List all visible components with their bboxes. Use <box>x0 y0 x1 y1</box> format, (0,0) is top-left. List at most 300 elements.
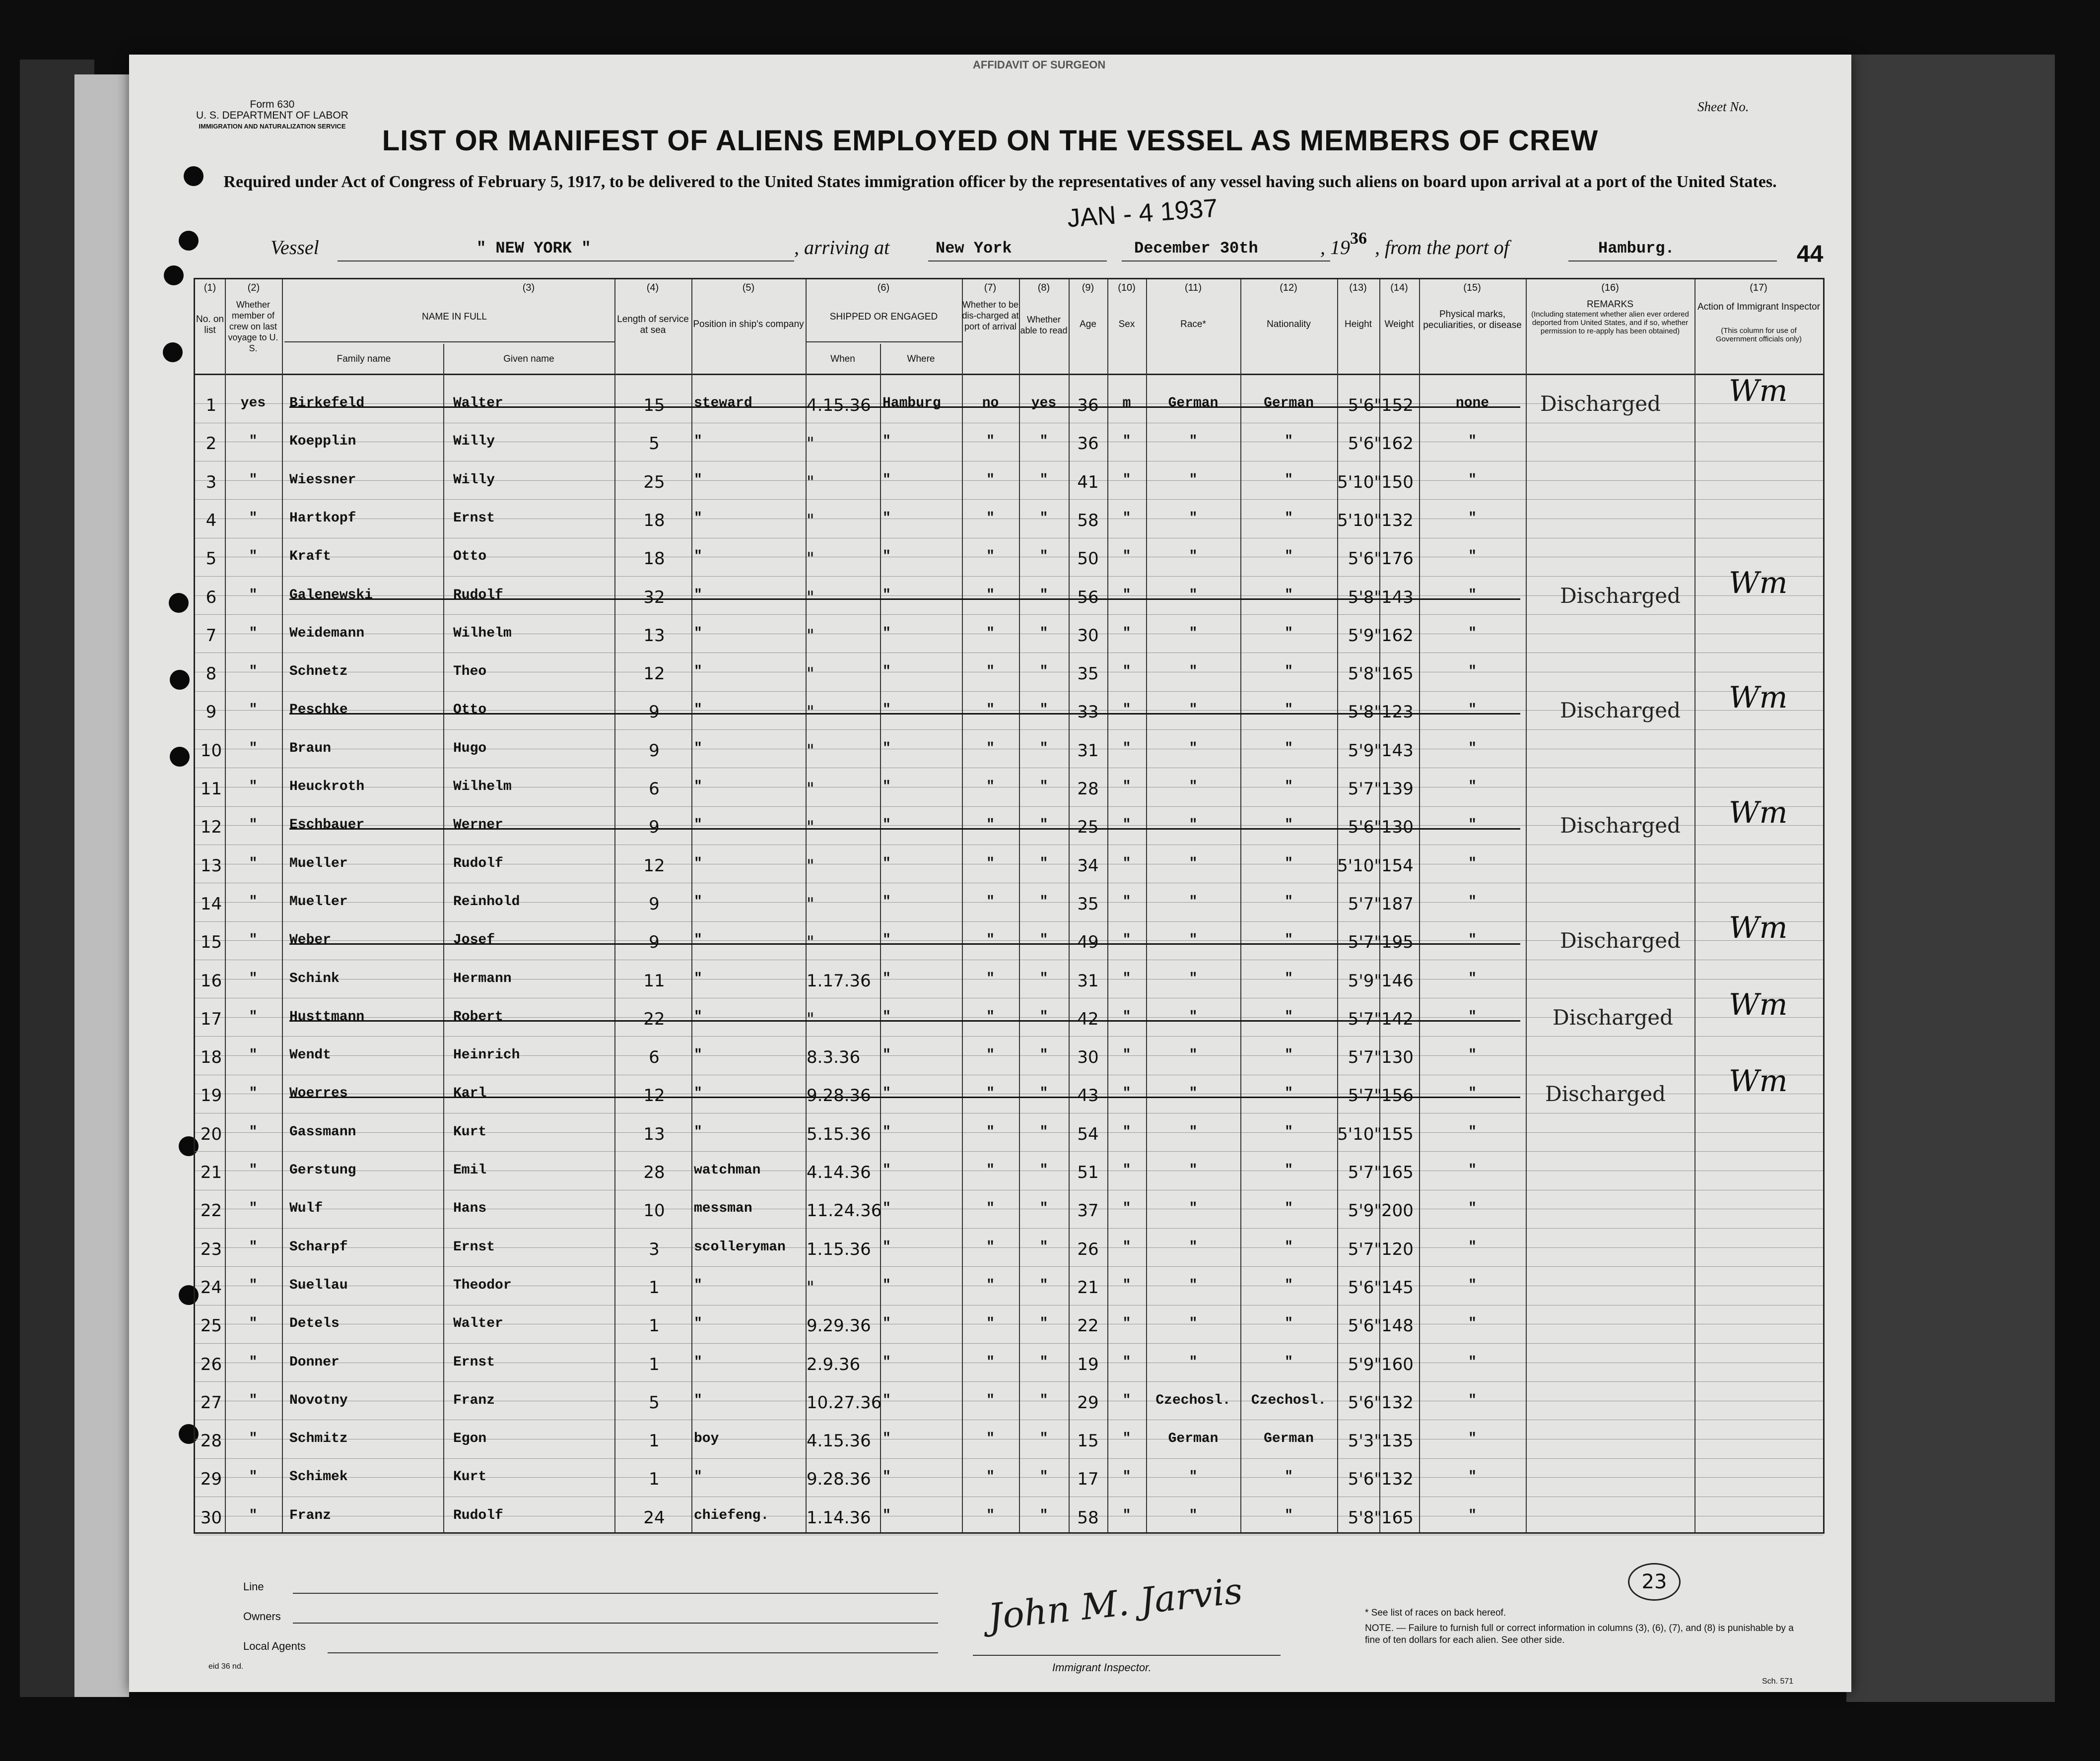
cell-read: " <box>1039 625 1048 641</box>
table-row <box>195 1276 1823 1301</box>
cell-age: 30 <box>1077 1047 1099 1068</box>
cell-read: " <box>1039 1316 1048 1332</box>
table-row <box>195 911 1823 955</box>
cell-discharged: " <box>986 1316 995 1332</box>
cell-sex: " <box>1122 434 1131 450</box>
cell-weight: 120 <box>1381 1239 1414 1259</box>
cell-where: " <box>882 472 891 488</box>
cell-race: " <box>1189 855 1198 871</box>
ruled-line <box>195 1343 1823 1344</box>
cell-race: " <box>1189 434 1198 450</box>
cell-discharged: " <box>986 1354 995 1370</box>
column-number: (5) <box>742 282 755 293</box>
cell-given-name: Walter <box>453 395 503 411</box>
header-weight: Weight <box>1384 319 1414 329</box>
cell-age: 15 <box>1077 1431 1099 1451</box>
cell-given-name: Rudolf <box>453 587 503 603</box>
strikethrough-line <box>289 713 1520 715</box>
binder-hole <box>164 265 184 285</box>
document-title: LIST OR MANIFEST OF ALIENS EMPLOYED ON THE VESSEL AS MEMBERS OF CREW <box>382 125 1599 157</box>
cell-given-name: Josef <box>453 932 495 948</box>
date-stamp: JAN - 4 1937 <box>1066 194 1219 233</box>
cell-discharged: " <box>986 587 995 603</box>
table-row <box>195 1199 1823 1224</box>
cell-height: 5'8" <box>1348 664 1382 684</box>
cell-race: " <box>1189 587 1198 603</box>
cell-height: 5'10" <box>1337 510 1382 530</box>
cell-physical-marks: " <box>1468 740 1477 756</box>
arriving-label: , arriving at <box>794 236 890 259</box>
document-subtitle: Required under Act of Congress of February 5, 1917, to be delivered to the United States immigration officer by the representatives of any vessel having such aliens on board upon arrival at a port of the United States. <box>223 173 1777 191</box>
cell-position: " <box>694 472 702 488</box>
cell-position: scolleryman <box>694 1239 786 1255</box>
line-underline <box>293 1593 938 1594</box>
cell-height: 5'9" <box>1348 625 1382 646</box>
cell-sex: " <box>1122 1009 1131 1025</box>
header-action: Action of Immigrant Inspector <box>1697 302 1821 312</box>
cell-nationality: Czechosl. <box>1251 1392 1327 1408</box>
cell-discharged: " <box>986 817 995 833</box>
cell-nationality: " <box>1285 971 1293 986</box>
cell-height: 5'10" <box>1337 855 1382 876</box>
strikethrough-line <box>289 943 1520 945</box>
table-row <box>195 470 1823 495</box>
cell-where: " <box>882 971 891 986</box>
cell-nationality: " <box>1285 779 1293 794</box>
cell-given-name: Emil <box>453 1163 487 1178</box>
manifest-sheet <box>129 55 1851 1692</box>
cell-weight: 150 <box>1381 472 1414 492</box>
cell-nationality: " <box>1285 1469 1293 1485</box>
cell-read: " <box>1039 1277 1048 1293</box>
cell-when: " <box>807 779 814 799</box>
cell-where: " <box>882 1431 891 1447</box>
remark-discharged: Discharged <box>1540 391 1661 416</box>
races-note: * See list of races on back hereof. <box>1365 1608 1506 1618</box>
cell-position: " <box>694 702 702 718</box>
cell-member: " <box>249 1316 258 1332</box>
cell-physical-marks: " <box>1468 434 1477 450</box>
cell-race: " <box>1189 1086 1198 1102</box>
cell-family-name: Eschbauer <box>289 817 365 833</box>
strikethrough-line <box>289 598 1520 600</box>
cell-family-name: Wendt <box>289 1047 332 1063</box>
cell-where: " <box>882 510 891 526</box>
cell-physical-marks: " <box>1468 817 1477 833</box>
cell-discharged: " <box>986 855 995 871</box>
cell-discharged: " <box>986 1086 995 1102</box>
cell-when: " <box>807 434 814 454</box>
inspector-initials: Wm <box>1729 565 1788 600</box>
cell-physical-marks: " <box>1468 1047 1477 1063</box>
cell-family-name: Mueller <box>289 855 348 871</box>
cell-discharged: " <box>986 1009 995 1025</box>
cell-member: " <box>249 1009 258 1025</box>
cell-position: " <box>694 1392 702 1408</box>
cell-read: " <box>1039 1201 1048 1217</box>
cell-no: 3 <box>205 472 217 492</box>
cell-race: Czechosl. <box>1155 1392 1231 1408</box>
cell-where: Hamburg <box>882 395 941 411</box>
cell-read: " <box>1039 971 1048 986</box>
table-row <box>195 1467 1823 1492</box>
cell-length: 13 <box>643 1124 665 1144</box>
cell-member: " <box>249 1239 258 1255</box>
cell-physical-marks: " <box>1468 702 1477 718</box>
cell-position: " <box>694 1316 702 1332</box>
cell-race: " <box>1189 510 1198 526</box>
cell-when: " <box>807 702 814 722</box>
cell-length: 13 <box>643 625 665 646</box>
cell-nationality: " <box>1285 587 1293 603</box>
cell-length: 9 <box>649 740 660 761</box>
cell-age: 56 <box>1077 587 1099 607</box>
cell-age: 36 <box>1077 434 1099 454</box>
cell-member: " <box>249 1086 258 1102</box>
column-number: (4) <box>646 282 659 293</box>
strikethrough-line <box>289 406 1520 408</box>
header-name-in-full: NAME IN FULL <box>422 312 487 322</box>
cell-discharged: " <box>986 779 995 794</box>
cell-given-name: Wilhelm <box>453 625 512 641</box>
cell-no: 17 <box>200 1009 222 1029</box>
cell-race: " <box>1189 1469 1198 1485</box>
cell-height: 5'7" <box>1348 1009 1382 1029</box>
year-suffix: 36 <box>1350 229 1367 248</box>
cell-race: " <box>1189 1354 1198 1370</box>
cell-height: 5'7" <box>1348 1047 1382 1068</box>
cell-when: " <box>807 1277 814 1298</box>
cell-family-name: Weber <box>289 932 332 948</box>
cell-age: 34 <box>1077 855 1099 876</box>
cell-length: 12 <box>643 1086 665 1106</box>
cell-age: 42 <box>1077 1009 1099 1029</box>
cell-length: 5 <box>649 1392 660 1413</box>
cell-no: 30 <box>200 1507 222 1528</box>
cell-sex: " <box>1122 932 1131 948</box>
table-row <box>195 987 1823 1032</box>
cell-read: " <box>1039 817 1048 833</box>
inspector-signature: John M. Jarvis <box>986 1569 1245 1638</box>
ruled-line <box>195 1036 1823 1037</box>
cell-physical-marks: " <box>1468 1201 1477 1217</box>
cell-age: 31 <box>1077 971 1099 991</box>
cell-given-name: Kurt <box>453 1124 487 1140</box>
cell-where: " <box>882 817 891 833</box>
strikethrough-line <box>289 1020 1520 1022</box>
cell-height: 5'6" <box>1348 817 1382 838</box>
cell-given-name: Wilhelm <box>453 779 512 794</box>
inspector-initials: Wm <box>1729 680 1788 716</box>
cell-where: " <box>882 549 891 565</box>
cell-sex: " <box>1122 1392 1131 1408</box>
cell-discharged: " <box>986 510 995 526</box>
cell-age: 29 <box>1077 1392 1099 1413</box>
cell-given-name: Ernst <box>453 1239 495 1255</box>
cell-race: " <box>1189 549 1198 565</box>
cell-when: 1.15.36 <box>807 1239 871 1259</box>
cell-race: " <box>1189 932 1198 948</box>
cell-position: " <box>694 817 702 833</box>
cell-given-name: Hugo <box>453 740 487 756</box>
cell-position: " <box>694 510 702 526</box>
cell-nationality: " <box>1285 817 1293 833</box>
cell-position: " <box>694 664 702 680</box>
cell-physical-marks: " <box>1468 587 1477 603</box>
column-number: (16) <box>1601 282 1619 293</box>
cell-given-name: Otto <box>453 702 487 718</box>
cell-when: " <box>807 855 814 876</box>
cell-read: " <box>1039 1086 1048 1102</box>
cell-family-name: Gassmann <box>289 1124 356 1140</box>
cell-given-name: Rudolf <box>453 1507 503 1523</box>
cell-when: " <box>807 932 814 953</box>
cell-position: " <box>694 434 702 450</box>
cell-nationality: " <box>1285 1086 1293 1102</box>
header-shipped-engaged: SHIPPED OR ENGAGED <box>829 312 938 322</box>
cell-length: 22 <box>643 1009 665 1029</box>
cell-height: 5'7" <box>1348 1163 1382 1182</box>
cell-length: 25 <box>643 472 665 492</box>
cell-where: " <box>882 1507 891 1523</box>
cell-nationality: " <box>1285 1354 1293 1370</box>
remark-discharged: Discharged <box>1545 1082 1666 1107</box>
cell-when: 4.15.36 <box>807 395 871 415</box>
cell-read: " <box>1039 664 1048 680</box>
cell-read: " <box>1039 1507 1048 1523</box>
binder-hole <box>163 342 183 362</box>
cell-where: " <box>882 1201 891 1217</box>
name-subheader-rule <box>284 341 614 342</box>
cell-sex: m <box>1122 395 1131 411</box>
cell-height: 5'9" <box>1348 740 1382 761</box>
cell-age: 51 <box>1077 1163 1099 1182</box>
cell-physical-marks: " <box>1468 1469 1477 1485</box>
cell-weight: 146 <box>1381 971 1414 991</box>
cell-weight: 187 <box>1381 894 1414 914</box>
header-age: Age <box>1080 319 1096 329</box>
table-row <box>195 1391 1823 1416</box>
binder-hole <box>184 166 203 186</box>
inspector-initials: Wm <box>1729 911 1788 946</box>
cell-weight: 130 <box>1381 817 1414 838</box>
ruled-line <box>195 806 1823 807</box>
cell-age: 43 <box>1077 1086 1099 1106</box>
from-port-label: , from the port of <box>1375 236 1509 259</box>
cell-given-name: Ernst <box>453 510 495 526</box>
cell-sex: " <box>1122 625 1131 641</box>
cell-family-name: Detels <box>289 1316 339 1332</box>
cell-read: " <box>1039 472 1048 488</box>
cell-nationality: " <box>1285 702 1293 718</box>
cell-member: " <box>249 740 258 756</box>
sheet-number: 44 <box>1797 241 1824 267</box>
ruled-line <box>195 921 1823 922</box>
cell-height: 5'7" <box>1348 779 1382 799</box>
cell-position: " <box>694 1047 702 1063</box>
cell-family-name: Franz <box>289 1507 332 1523</box>
cell-weight: 123 <box>1381 702 1414 722</box>
table-row <box>195 1429 1823 1454</box>
remark-discharged: Discharged <box>1560 698 1681 723</box>
cell-physical-marks: " <box>1468 1316 1477 1332</box>
cell-where: " <box>882 894 891 910</box>
cell-member: " <box>249 434 258 450</box>
cell-nationality: " <box>1285 932 1293 948</box>
cell-read: " <box>1039 1124 1048 1140</box>
cell-when: 4.14.36 <box>807 1163 871 1182</box>
cell-age: 19 <box>1077 1354 1099 1374</box>
cell-no: 6 <box>205 587 217 607</box>
cell-no: 12 <box>200 817 222 838</box>
cell-discharged: " <box>986 1277 995 1293</box>
ruled-line <box>195 1151 1823 1152</box>
year-prefix: , 19 <box>1320 236 1350 259</box>
cell-position: " <box>694 587 702 603</box>
cell-race: " <box>1189 1163 1198 1178</box>
cell-where: " <box>882 1124 891 1140</box>
cell-family-name: Braun <box>289 740 332 756</box>
cell-read: " <box>1039 855 1048 871</box>
cell-nationality: " <box>1285 1009 1293 1025</box>
department-name: U. S. DEPARTMENT OF LABOR <box>196 110 348 121</box>
cell-physical-marks: " <box>1468 625 1477 641</box>
cell-nationality: " <box>1285 1201 1293 1217</box>
inspector-initials: Wm <box>1729 795 1788 831</box>
cell-age: 33 <box>1077 702 1099 722</box>
cell-when: " <box>807 894 814 914</box>
cell-age: 26 <box>1077 1239 1099 1259</box>
cell-no: 22 <box>200 1201 222 1221</box>
ruled-line <box>195 576 1823 577</box>
cell-where: " <box>882 1239 891 1255</box>
cell-height: 5'6" <box>1348 395 1382 415</box>
cell-sex: " <box>1122 1507 1131 1523</box>
binder-hole <box>170 747 190 767</box>
cell-position: watchman <box>694 1163 761 1178</box>
cell-position: " <box>694 1277 702 1293</box>
cell-sex: " <box>1122 971 1131 986</box>
cell-age: 41 <box>1077 472 1099 492</box>
cell-height: 5'6" <box>1348 549 1382 569</box>
cell-no: 10 <box>200 740 222 761</box>
cell-weight: 143 <box>1381 587 1414 607</box>
cell-length: 18 <box>643 549 665 569</box>
cell-weight: 165 <box>1381 1163 1414 1182</box>
cell-age: 50 <box>1077 549 1099 569</box>
table-row <box>195 565 1823 610</box>
cell-family-name: Heuckroth <box>289 779 365 794</box>
cell-height: 5'10" <box>1337 1124 1382 1144</box>
column-number: (15) <box>1463 282 1481 293</box>
cell-race: " <box>1189 1047 1198 1063</box>
strikethrough-line <box>289 828 1520 830</box>
crew-manifest-table <box>194 278 1825 1534</box>
cell-family-name: Peschke <box>289 702 348 718</box>
cell-family-name: Birkefeld <box>289 395 365 411</box>
cell-physical-marks: " <box>1468 1277 1477 1293</box>
cell-when: 2.9.36 <box>807 1354 861 1374</box>
inspector-label: Immigrant Inspector. <box>1052 1661 1152 1674</box>
cell-length: 1 <box>649 1469 660 1490</box>
cell-race: " <box>1189 1239 1198 1255</box>
cell-when: 11.24.36 <box>807 1201 882 1221</box>
cell-sex: " <box>1122 1047 1131 1063</box>
cell-length: 5 <box>649 434 660 454</box>
header-sex: Sex <box>1118 319 1135 329</box>
cell-race: " <box>1189 1009 1198 1025</box>
cell-height: 5'6" <box>1348 1277 1382 1298</box>
cell-where: " <box>882 740 891 756</box>
cell-given-name: Hans <box>453 1201 487 1217</box>
cell-discharged: " <box>986 1392 995 1408</box>
header-family-name: Family name <box>337 354 391 364</box>
cell-age: 37 <box>1077 1201 1099 1221</box>
table-row <box>195 854 1823 879</box>
cell-height: 5'3" <box>1348 1431 1382 1451</box>
cell-family-name: Mueller <box>289 894 348 910</box>
ruled-line <box>195 1228 1823 1229</box>
cell-race: " <box>1189 740 1198 756</box>
cell-race: " <box>1189 1507 1198 1523</box>
cell-weight: 155 <box>1381 1124 1414 1144</box>
cell-age: 25 <box>1077 817 1099 838</box>
cell-when: " <box>807 472 814 492</box>
cell-member: " <box>249 1163 258 1178</box>
cell-nationality: " <box>1285 1316 1293 1332</box>
cell-physical-marks: " <box>1468 855 1477 871</box>
cell-height: 5'7" <box>1348 894 1382 914</box>
cell-read: " <box>1039 779 1048 794</box>
cell-no: 14 <box>200 894 222 914</box>
cell-age: 54 <box>1077 1124 1099 1144</box>
header-given-name: Given name <box>503 354 554 364</box>
table-row <box>195 374 1823 418</box>
cell-read: " <box>1039 1047 1048 1063</box>
header-when: When <box>830 354 855 364</box>
cell-length: 1 <box>649 1277 660 1298</box>
header-height: Height <box>1345 319 1372 329</box>
cell-member: " <box>249 1469 258 1485</box>
vessel-label: Vessel <box>271 236 319 259</box>
cell-no: 18 <box>200 1047 222 1068</box>
header-where: Where <box>907 354 935 364</box>
cell-no: 29 <box>200 1469 222 1490</box>
table-row <box>195 969 1823 994</box>
cell-where: " <box>882 1392 891 1408</box>
binder-hole <box>169 593 189 613</box>
cell-discharged: " <box>986 434 995 450</box>
cell-age: 36 <box>1077 395 1099 415</box>
cell-length: 12 <box>643 664 665 684</box>
cell-read: " <box>1039 1239 1048 1255</box>
cell-when: " <box>807 587 814 607</box>
cell-race: " <box>1189 702 1198 718</box>
header-race: Race* <box>1180 319 1206 329</box>
cell-length: 18 <box>643 510 665 530</box>
cell-position: " <box>694 549 702 565</box>
header-remarks: REMARKS <box>1587 299 1633 310</box>
cell-discharged: " <box>986 664 995 680</box>
cell-when: 1.14.36 <box>807 1507 871 1528</box>
cell-no: 9 <box>205 702 217 722</box>
table-row <box>195 509 1823 533</box>
table-row <box>195 1506 1823 1531</box>
cell-family-name: Novotny <box>289 1392 348 1408</box>
cell-nationality: German <box>1264 395 1314 411</box>
cell-physical-marks: " <box>1468 1086 1477 1102</box>
header-action-note: (This column for use of Government officials only) <box>1715 326 1802 343</box>
